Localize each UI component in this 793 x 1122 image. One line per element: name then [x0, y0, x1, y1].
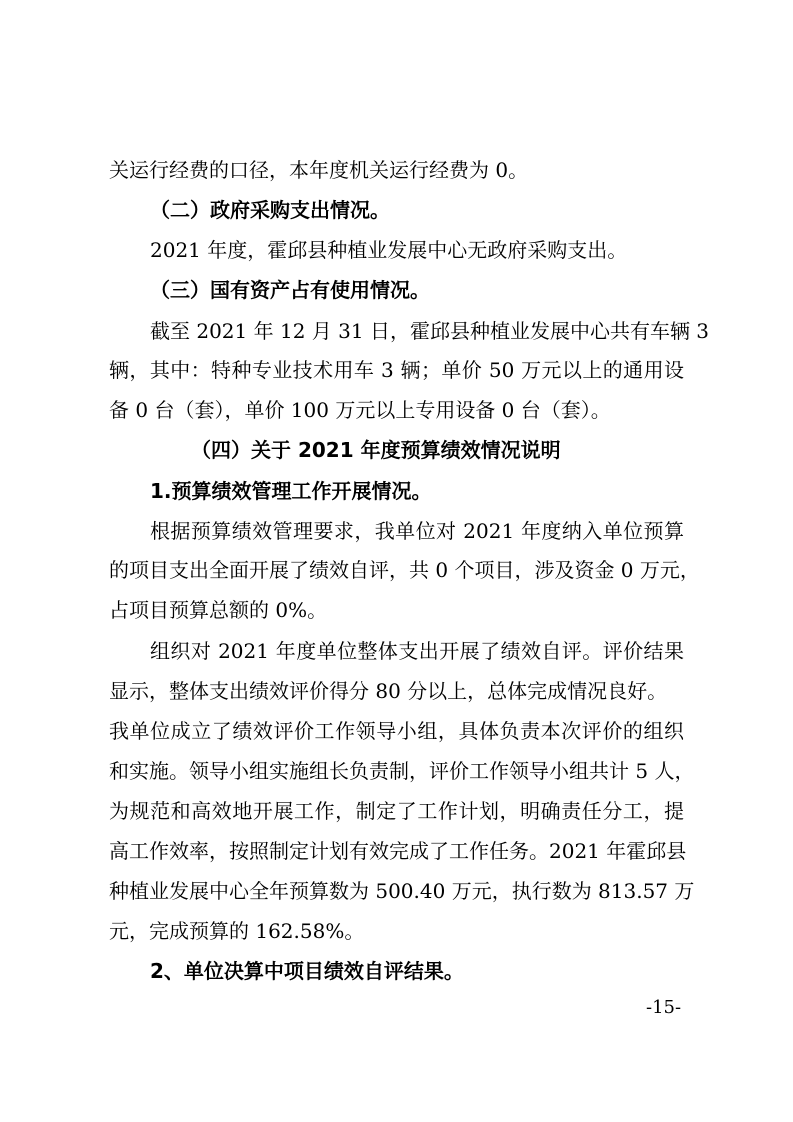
text-line: 组织对 2021 年度单位整体支出开展了绩效自评。评价结果 — [150, 639, 684, 663]
text-line: 高工作效率，按照制定计划有效完成了工作任务。2021 年霍邱县 — [109, 839, 687, 863]
text-line: 根据预算绩效管理要求，我单位对 2021 年度纳入单位预算 — [150, 519, 684, 543]
subheading-performance-management: 1.预算绩效管理工作开展情况。 — [150, 479, 432, 503]
text-line: 元，完成预算的 162.58%。 — [109, 919, 365, 943]
text-line: 辆，其中：特种专业技术用车 3 辆；单价 50 万元以上的通用设 — [109, 358, 684, 382]
text-line: 和实施。领导小组实施组长负责制，评价工作领导小组共计 5 人， — [109, 759, 695, 783]
text-line: 的项目支出全面开展了绩效自评，共 0 个项目，涉及资金 0 万元， — [109, 558, 700, 582]
text-line: 关运行经费的口径，本年度机关运行经费为 0。 — [109, 158, 529, 182]
page-number: -15- — [646, 997, 682, 1018]
text-line: 我单位成立了绩效评价工作领导小组，具体负责本次评价的组织 — [109, 719, 684, 743]
text-line: 备 0 台（套），单价 100 万元以上专用设备 0 台（套）。 — [109, 398, 611, 422]
text-line: 显示，整体支出绩效评价得分 80 分以上，总体完成情况良好。 — [109, 679, 668, 703]
section-heading-performance: （四）关于 2021 年度预算绩效情况说明 — [191, 438, 561, 462]
text-line: 种植业发展中心全年预算数为 500.40 万元，执行数为 813.57 万 — [109, 879, 695, 903]
text-line: 截至 2021 年 12 月 31 日，霍邱县种植业发展中心共有车辆 3 — [150, 319, 710, 343]
section-heading-procurement: （二）政府采购支出情况。 — [150, 198, 390, 222]
text-line: 为规范和高效地开展工作，制定了工作计划，明确责任分工，提 — [109, 799, 684, 823]
subheading-project-results: 2、单位决算中项目绩效自评结果。 — [150, 959, 464, 983]
section-heading-assets: （三）国有资产占有使用情况。 — [150, 278, 430, 302]
text-line: 2021 年度，霍邱县种植业发展中心无政府采购支出。 — [150, 238, 628, 262]
text-line: 占项目预算总额的 0%。 — [109, 598, 328, 622]
